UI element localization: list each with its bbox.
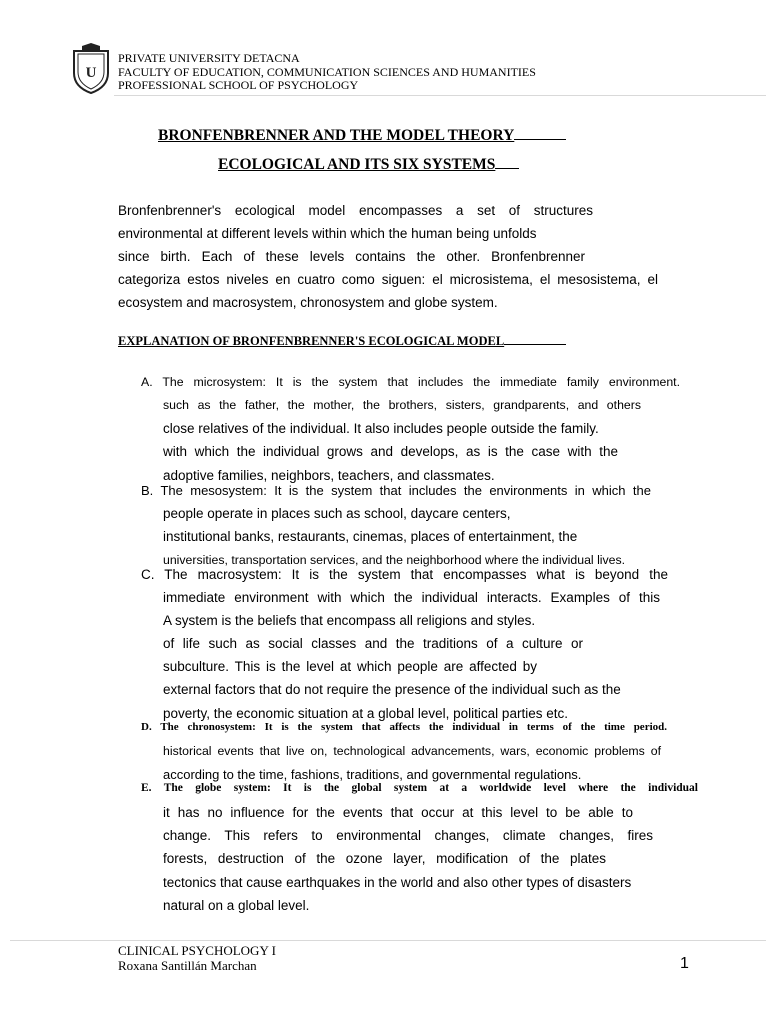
university-logo: [70, 43, 112, 95]
item-c-line-7: poverty, the economic situation at a global level, political parties etc.: [163, 706, 568, 721]
item-c-line-6: external factors that do not require the presence of the individual such as the: [163, 682, 621, 697]
item-e-line-1: E. The globe system: It is the global system at a worldwide level where the individual: [141, 782, 698, 794]
item-a-line-3: close relatives of the individual. It also includes people outside the family.: [163, 421, 599, 436]
item-d-line-2: historical events that live on, technological advancements, wars, economic problems of: [163, 744, 661, 758]
item-a-line-2: such as the father, the mother, the brothers, sisters, grandparents, and others: [163, 398, 641, 412]
header-divider: [114, 95, 766, 96]
intro-line-1: Bronfenbrenner's ecological model encompasses a set of structures: [118, 203, 593, 218]
item-b-line-2: people operate in places such as school, daycare centers,: [163, 506, 511, 521]
shield-icon: [70, 43, 112, 95]
item-c-line-2: immediate environment with which the individual interacts. Examples of this: [163, 590, 660, 605]
item-e-line-6: natural on a global level.: [163, 898, 310, 913]
header-school: PROFESSIONAL SCHOOL OF PSYCHOLOGY: [118, 78, 359, 92]
section-heading: EXPLANATION OF BRONFENBRENNER'S ECOLOGICAL MODEL: [118, 334, 566, 349]
page-number: 1: [680, 955, 689, 972]
footer-course: CLINICAL PSYCHOLOGY I: [118, 943, 276, 958]
header-faculty: FACULTY OF EDUCATION, COMMUNICATION SCIENCES AND HUMANITIES: [118, 65, 536, 79]
title-line-2: ECOLOGICAL AND ITS SIX SYSTEMS: [218, 156, 519, 174]
item-b-line-3: institutional banks, restaurants, cinemas, places of entertainment, the: [163, 529, 578, 544]
logo-monogram: U: [85, 65, 97, 81]
item-a-line-4: with which the individual grows and develops, as is the case with the: [163, 444, 618, 459]
item-e-line-2: it has no influence for the events that occur at this level to be able to: [163, 805, 633, 820]
item-b-line-1: B. The mesosystem: It is the system that includes the environments in which the: [141, 483, 651, 498]
item-c-line-4: of life such as social classes and the traditions of a culture or: [163, 636, 583, 651]
intro-line-5: ecosystem and macrosystem, chronosystem and globe system.: [118, 295, 498, 310]
footer-divider: [10, 940, 766, 941]
item-a-line-1: A. The microsystem: It is the system that includes the immediate family environment.: [141, 375, 680, 389]
item-b-line-4: universities, transportation services, and the neighborhood where the individual lives.: [163, 553, 626, 567]
header-university: PRIVATE UNIVERSITY DETACNA: [118, 51, 300, 65]
intro-line-3: since birth. Each of these levels contains the other. Bronfenbrenner: [118, 249, 585, 264]
intro-line-4: categoriza estos niveles en cuatro como siguen: el microsistema, el mesosistema, el: [118, 272, 658, 287]
item-d-line-3: according to the time, fashions, traditions, and governmental regulations.: [163, 767, 582, 782]
item-c-line-5: subculture. This is the level at which people are affected by: [163, 659, 537, 674]
item-e-line-5: tectonics that cause earthquakes in the world and also other types of disasters: [163, 875, 632, 890]
title-line-1: BRONFENBRENNER AND THE MODEL THEORY: [158, 127, 618, 145]
item-e-line-4: forests, destruction of the ozone layer, modification of the plates: [163, 851, 606, 866]
item-c-line-1: C. The macrosystem: It is the system that encompasses what is beyond the: [141, 567, 668, 582]
item-c-line-3: A system is the beliefs that encompass all religions and styles.: [163, 613, 536, 628]
intro-line-2: environmental at different levels within which the human being unfolds: [118, 226, 537, 241]
item-d-line-1: D. The chronosystem: It is the system that affects the individual in terms of the time period.: [141, 721, 667, 733]
item-a-line-5: adoptive families, neighbors, teachers, and classmates.: [163, 468, 495, 483]
footer-author: Roxana Santillán Marchan: [118, 958, 257, 973]
item-e-line-3: change. This refers to environmental changes, climate changes, fires: [163, 828, 653, 843]
